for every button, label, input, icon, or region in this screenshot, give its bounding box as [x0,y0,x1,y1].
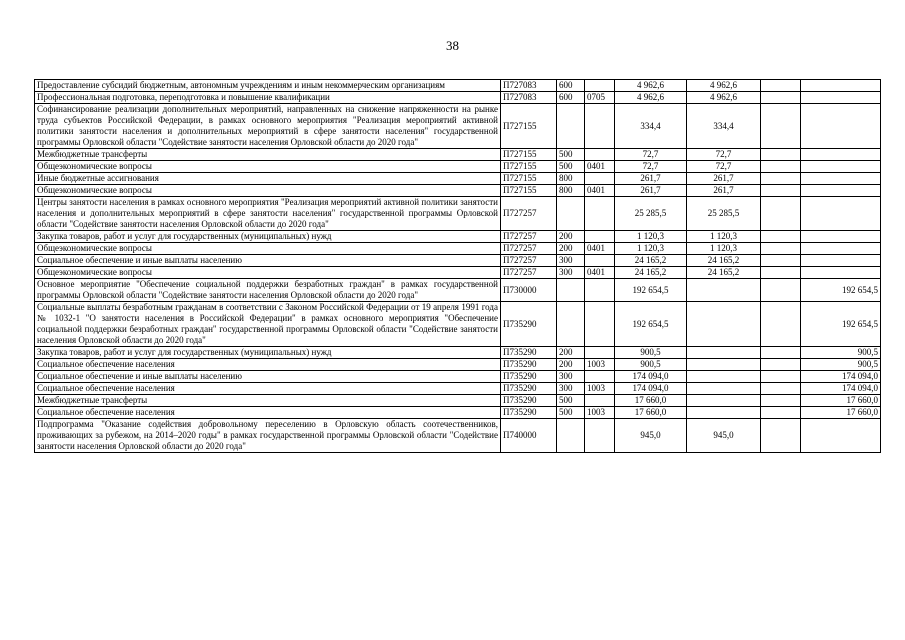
amount-total-cell: 24 165,2 [615,267,687,279]
row-name-cell: Общеэкономические вопросы [35,267,501,279]
row-name-cell: Основное мероприятие "Обеспечение социальной поддержки безработных граждан" в рамках государственной программы Орловской области "Содействие занятости населения Орловской области до 2020 года" [35,279,501,302]
table-row [35,104,881,149]
amount-federal-cell: 192 654,5 [801,279,881,302]
table-row [35,231,881,243]
amount-regional-cell [687,359,761,371]
amount-regional-cell [687,383,761,395]
target-article-cell: П735290 [501,383,557,395]
amount-federal-cell [801,267,881,279]
target-article-cell: П727083 [501,80,557,92]
amount-extra-cell [761,80,801,92]
section-cell: 0401 [585,267,615,279]
row-name-cell: Социальное обеспечение населения [35,407,501,419]
amount-total-cell: 1 120,3 [615,243,687,255]
expense-type-cell [557,279,585,302]
expense-type-cell: 500 [557,161,585,173]
target-article-cell: П735290 [501,302,557,347]
table-row [35,255,881,267]
target-article-cell: П735290 [501,371,557,383]
section-cell [585,173,615,185]
amount-regional-cell [687,302,761,347]
amount-total-cell: 72,7 [615,161,687,173]
row-name-cell: Общеэкономические вопросы [35,161,501,173]
amount-extra-cell [761,371,801,383]
amount-total-cell: 192 654,5 [615,279,687,302]
amount-extra-cell [761,197,801,231]
table-row [35,173,881,185]
expense-type-cell [557,302,585,347]
amount-federal-cell [801,80,881,92]
amount-extra-cell [761,92,801,104]
amount-federal-cell: 17 660,0 [801,395,881,407]
amount-extra-cell [761,407,801,419]
target-article-cell: П727155 [501,173,557,185]
amount-federal-cell [801,255,881,267]
amount-federal-cell [801,149,881,161]
table-row [35,371,881,383]
amount-regional-cell: 261,7 [687,173,761,185]
section-cell [585,302,615,347]
section-cell [585,279,615,302]
expense-type-cell: 500 [557,407,585,419]
amount-extra-cell [761,279,801,302]
target-article-cell: П727155 [501,104,557,149]
expense-type-cell: 500 [557,149,585,161]
amount-regional-cell: 4 962,6 [687,80,761,92]
amount-total-cell: 192 654,5 [615,302,687,347]
target-article-cell: П727155 [501,161,557,173]
amount-total-cell: 174 094,0 [615,371,687,383]
expense-type-cell [557,104,585,149]
table-row [35,161,881,173]
expense-type-cell: 300 [557,255,585,267]
expense-type-cell: 800 [557,185,585,197]
section-cell: 1003 [585,383,615,395]
section-cell [585,80,615,92]
amount-regional-cell [687,395,761,407]
amount-regional-cell: 261,7 [687,185,761,197]
row-name-cell: Социальное обеспечение и иные выплаты населению [35,371,501,383]
amount-total-cell: 261,7 [615,185,687,197]
amount-extra-cell [761,419,801,453]
target-article-cell: П735290 [501,347,557,359]
table-row [35,419,881,453]
expense-type-cell: 500 [557,395,585,407]
expense-type-cell [557,419,585,453]
amount-regional-cell [687,347,761,359]
amount-total-cell: 334,4 [615,104,687,149]
table-row [35,92,881,104]
target-article-cell: П727155 [501,185,557,197]
target-article-cell: П727257 [501,197,557,231]
table-row [35,185,881,197]
section-cell [585,371,615,383]
amount-extra-cell [761,161,801,173]
row-name-cell: Социальное обеспечение населения [35,383,501,395]
amount-regional-cell: 1 120,3 [687,231,761,243]
amount-regional-cell: 1 120,3 [687,243,761,255]
table-row [35,383,881,395]
amount-federal-cell [801,173,881,185]
amount-extra-cell [761,383,801,395]
section-cell: 0401 [585,161,615,173]
amount-federal-cell [801,185,881,197]
target-article-cell: П727155 [501,149,557,161]
amount-extra-cell [761,104,801,149]
amount-extra-cell [761,173,801,185]
amount-extra-cell [761,231,801,243]
target-article-cell: П735290 [501,395,557,407]
amount-total-cell: 4 962,6 [615,80,687,92]
amount-federal-cell [801,243,881,255]
section-cell: 0705 [585,92,615,104]
section-cell: 1003 [585,359,615,371]
expense-type-cell: 200 [557,243,585,255]
amount-total-cell: 17 660,0 [615,395,687,407]
section-cell [585,255,615,267]
amount-regional-cell: 24 165,2 [687,255,761,267]
row-name-cell: Общеэкономические вопросы [35,185,501,197]
row-name-cell: Иные бюджетные ассигнования [35,173,501,185]
expense-type-cell: 300 [557,371,585,383]
row-name-cell: Социальное обеспечение населения [35,359,501,371]
table-body [35,80,881,453]
amount-regional-cell: 72,7 [687,161,761,173]
table-row [35,149,881,161]
table-row [35,267,881,279]
expense-type-cell: 300 [557,383,585,395]
row-name-cell: Центры занятости населения в рамках основного мероприятия "Реализация мероприятий активной политики занятости населения и дополнительных мероприятий в сфере занятости населения" государственной программы Орловской области "Содействие занятости населения Орловской области до 2020 года" [35,197,501,231]
amount-total-cell: 174 094,0 [615,383,687,395]
expense-type-cell: 300 [557,267,585,279]
amount-federal-cell [801,231,881,243]
amount-regional-cell: 334,4 [687,104,761,149]
amount-extra-cell [761,255,801,267]
expense-type-cell: 200 [557,359,585,371]
amount-federal-cell: 900,5 [801,347,881,359]
section-cell [585,347,615,359]
row-name-cell: Профессиональная подготовка, переподготовка и повышение квалификации [35,92,501,104]
section-cell [585,149,615,161]
expense-type-cell [557,197,585,231]
target-article-cell: П727257 [501,267,557,279]
amount-extra-cell [761,243,801,255]
table-row [35,243,881,255]
section-cell [585,395,615,407]
amount-extra-cell [761,302,801,347]
amount-federal-cell: 174 094,0 [801,371,881,383]
target-article-cell: П730000 [501,279,557,302]
amount-regional-cell: 945,0 [687,419,761,453]
amount-total-cell: 4 962,6 [615,92,687,104]
table-row [35,279,881,302]
section-cell [585,419,615,453]
table-row [35,395,881,407]
amount-regional-cell: 4 962,6 [687,92,761,104]
table-row [35,80,881,92]
amount-federal-cell [801,92,881,104]
row-name-cell: Подпрограмма "Оказание содействия добровольному переселению в Орловскую область соотечественников, проживающих за рубежом, на 2014–2020 годы" в рамках государственной программы Орловской области "Содействие занятости населения Орловской области до 2020 года" [35,419,501,453]
table-row [35,197,881,231]
amount-regional-cell [687,279,761,302]
section-cell [585,104,615,149]
amount-regional-cell: 72,7 [687,149,761,161]
target-article-cell: П727257 [501,255,557,267]
amount-regional-cell [687,407,761,419]
budget-table [34,79,881,453]
expense-type-cell: 600 [557,80,585,92]
target-article-cell: П735290 [501,359,557,371]
amount-total-cell: 900,5 [615,359,687,371]
amount-total-cell: 25 285,5 [615,197,687,231]
amount-extra-cell [761,185,801,197]
amount-extra-cell [761,359,801,371]
amount-federal-cell: 174 094,0 [801,383,881,395]
row-name-cell: Межбюджетные трансферты [35,149,501,161]
table-row [35,359,881,371]
amount-total-cell: 24 165,2 [615,255,687,267]
target-article-cell: П727257 [501,243,557,255]
amount-extra-cell [761,395,801,407]
amount-federal-cell: 17 660,0 [801,407,881,419]
row-name-cell: Социальное обеспечение и иные выплаты населению [35,255,501,267]
amount-federal-cell [801,197,881,231]
row-name-cell: Общеэкономические вопросы [35,243,501,255]
section-cell: 1003 [585,407,615,419]
page-number: 38 [446,38,459,53]
expense-type-cell: 200 [557,347,585,359]
table-row [35,407,881,419]
table-row [35,347,881,359]
target-article-cell: П740000 [501,419,557,453]
amount-total-cell: 945,0 [615,419,687,453]
amount-regional-cell [687,371,761,383]
row-name-cell: Софинансирование реализации дополнительных мероприятий, направленных на снижение напряженности на рынке труда субъектов Российской Федерации, в рамках основного мероприятия "Реализация мероприятий активной политики занятости населения и дополнительных мероприятий в сфере занятости населения" государственной программы Орловской области "Содействие занятости населения Орловской области до 2020 года" [35,104,501,149]
amount-federal-cell: 900,5 [801,359,881,371]
amount-total-cell: 261,7 [615,173,687,185]
amount-extra-cell [761,149,801,161]
row-name-cell: Социальные выплаты безработным гражданам в соответствии с Законом Российской Федерации от 19 апреля 1991 года № 1032-1 "О занятости населения в Российской Федерации" в рамках основного мероприятия "Обеспечение социальной поддержки безработных граждан" государственной программы Орловской области "Содействие занятости населения Орловской области до 2020 года" [35,302,501,347]
row-name-cell: Межбюджетные трансферты [35,395,501,407]
amount-total-cell: 900,5 [615,347,687,359]
section-cell [585,197,615,231]
amount-total-cell: 1 120,3 [615,231,687,243]
amount-federal-cell [801,104,881,149]
amount-federal-cell [801,419,881,453]
row-name-cell: Закупка товаров, работ и услуг для государственных (муниципальных) нужд [35,231,501,243]
target-article-cell: П727257 [501,231,557,243]
row-name-cell: Закупка товаров, работ и услуг для государственных (муниципальных) нужд [35,347,501,359]
section-cell [585,231,615,243]
table-row [35,302,881,347]
amount-total-cell: 17 660,0 [615,407,687,419]
amount-total-cell: 72,7 [615,149,687,161]
expense-type-cell: 600 [557,92,585,104]
amount-regional-cell: 24 165,2 [687,267,761,279]
section-cell: 0401 [585,185,615,197]
amount-regional-cell: 25 285,5 [687,197,761,231]
row-name-cell: Предоставление субсидий бюджетным, автономным учреждениям и иным некоммерческим организациям [35,80,501,92]
amount-extra-cell [761,267,801,279]
amount-federal-cell: 192 654,5 [801,302,881,347]
amount-federal-cell [801,161,881,173]
amount-extra-cell [761,347,801,359]
expense-type-cell: 200 [557,231,585,243]
expense-type-cell: 800 [557,173,585,185]
section-cell: 0401 [585,243,615,255]
target-article-cell: П735290 [501,407,557,419]
target-article-cell: П727083 [501,92,557,104]
